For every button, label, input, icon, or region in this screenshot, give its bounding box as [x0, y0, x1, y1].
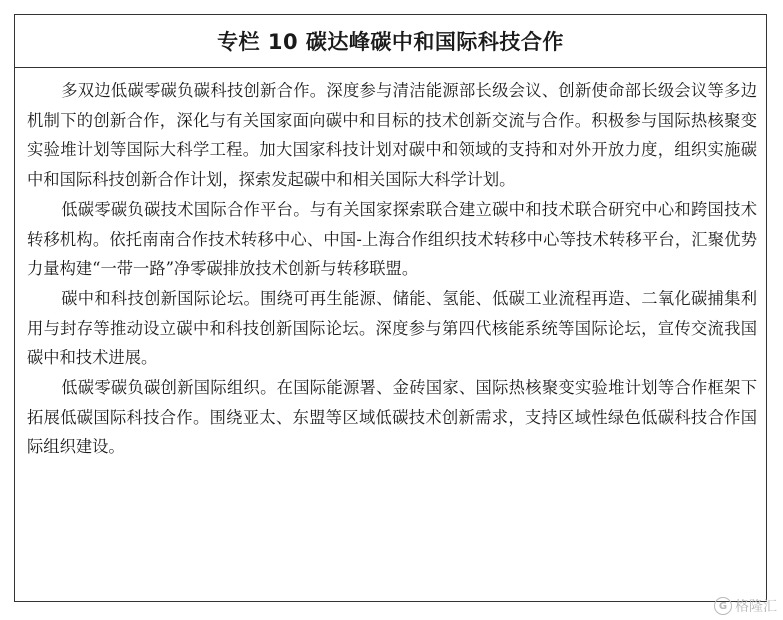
- watermark-text: 格隆汇: [735, 599, 777, 615]
- paragraph-international-organization: 低碳零碳负碳创新国际组织。在国际能源署、金砖国家、国际热核聚变实验堆计划等合作框架下拓展低碳国际科技合作。围绕亚太、东盟等区域低碳技术创新需求，支持区域性绿色低碳科技合作国际组织建设。: [27, 378, 757, 457]
- paragraph-innovation-forum: 碳中和科技创新国际论坛。围绕可再生能源、储能、氢能、低碳工业流程再造、二氧化碳捕集利用与封存等推动设立碳中和科技创新国际论坛。深度参与第四代核能系统等国际论坛，宣传交流我国碳中和技术进展。: [27, 288, 757, 368]
- column-box: [14, 14, 767, 602]
- box-title: 专栏 10 碳达峰碳中和国际科技合作: [15, 15, 766, 68]
- watermark: [714, 596, 777, 616]
- paragraph-cooperation-platform: 低碳零碳负碳技术国际合作平台。与有关国家探索联合建立碳中和技术联合研究中心和跨国技术转移机构。依托南南合作技术转移中心、中国-上海合作组织技术转移中心等技术转移平台，汇聚优势力量构建“一带一路”净零碳排放技术创新与转移联盟。: [27, 199, 757, 279]
- box-content: [15, 68, 766, 462]
- gelonghui-logo-icon: G: [714, 597, 732, 615]
- paragraph-multilateral-cooperation: 多双边低碳零碳负碳科技创新合作。深度参与清洁能源部长级会议、创新使命部长级会议等多边机制下的创新合作，深化与有关国家面向碳中和目标的技术创新交流与合作。积极参与国际热核聚变实验堆计划等国际大科学工程。加大国家科技计划对碳中和领域的支持和对外开放力度，组织实施碳中和国际科技创新合作计划，探索发起碳中和相关国际大科学计划。: [27, 81, 757, 190]
